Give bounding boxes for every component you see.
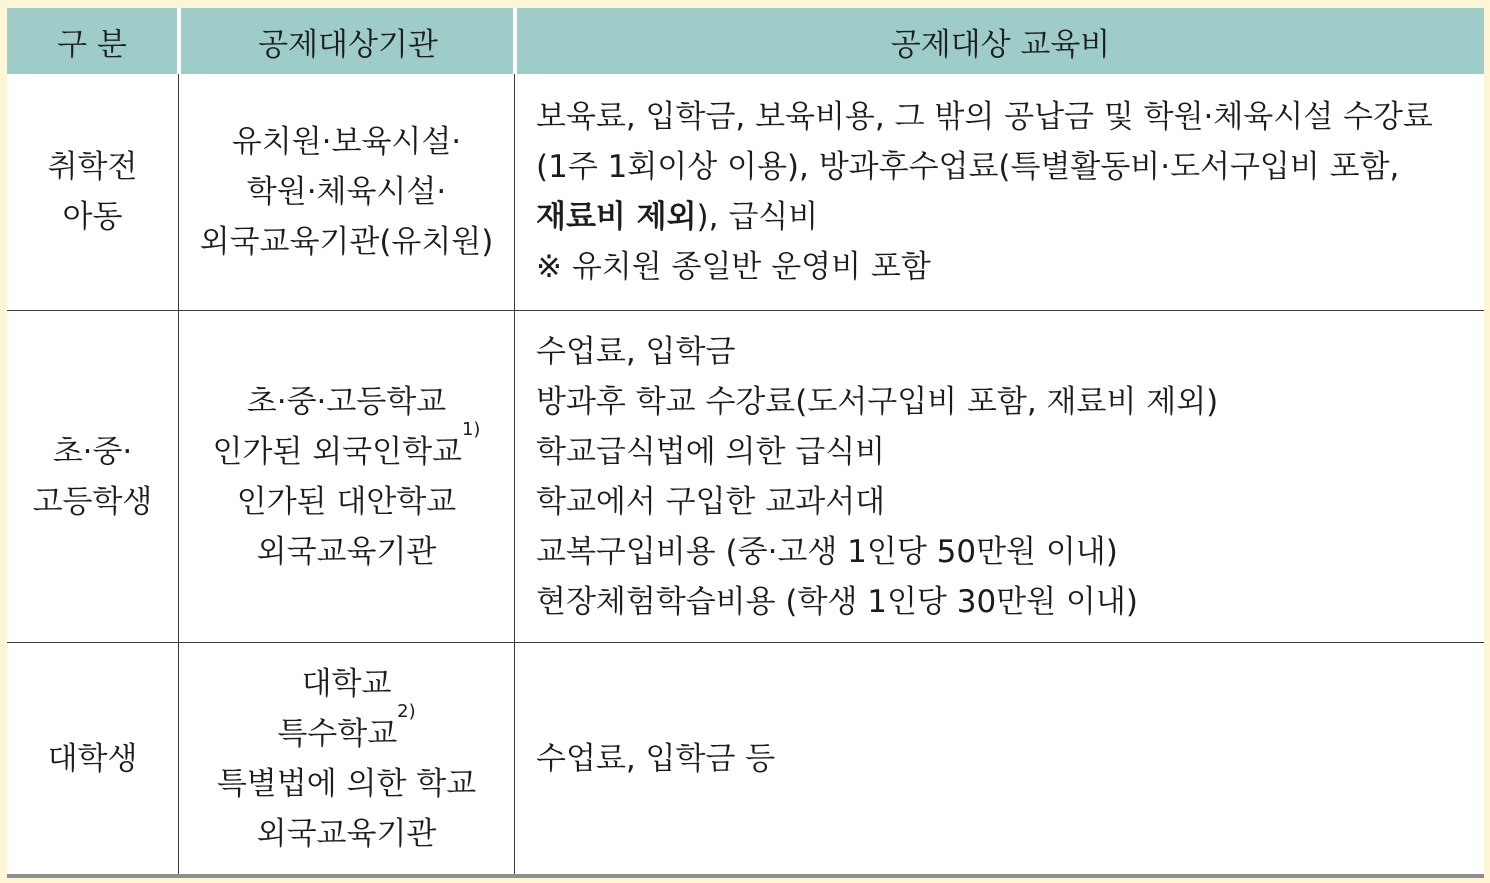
expense-text: ), 급식비 — [696, 199, 819, 235]
institution-line — [277, 700, 416, 759]
bold-text: 재료비 제외 — [536, 199, 697, 235]
institution-line: 외국교육기관 — [256, 815, 437, 852]
institution-line: 학원·체육시설· — [246, 174, 447, 210]
table-row-2-institutions — [179, 311, 514, 642]
expense-line: 방과후 학교 수강료(도서구입비 포함, 재료비 제외) — [536, 383, 1219, 420]
expense-line: 보육료, 입학금, 보육비용, 그 밖의 공납금 및 학원·체육시설 수강료 — [536, 99, 1433, 135]
table-row-2-expenses — [515, 311, 1484, 642]
footnote-marker: 1) — [461, 418, 481, 440]
table-row-3-expenses — [515, 643, 1484, 874]
table-row-1-institutions — [179, 74, 514, 310]
expense-line: (1주 1회이상 이용), 방과후수업료(특별활동비·도서구입비 포함, — [536, 149, 1400, 185]
institution-text: 특수학교 — [277, 715, 398, 752]
table-row-3-institutions — [179, 643, 514, 874]
header-expenses: 공제대상 교육비 — [890, 26, 1111, 63]
institution-line: 외국교육기관 — [256, 533, 437, 570]
institution-line: 초·중·고등학교 — [246, 383, 447, 420]
table-bottom-border — [7, 874, 1484, 878]
institution-text: 인가된 외국인학교 — [212, 433, 462, 470]
institution-line: 대학교 — [301, 665, 392, 702]
institution-line — [212, 418, 481, 477]
institution-line: 인가된 대안학교 — [236, 483, 457, 520]
table-row-3-category — [7, 643, 178, 874]
category-line: 아동 — [62, 199, 123, 235]
header-category: 구 분 — [57, 26, 127, 63]
institution-line: 유치원·보육시설· — [231, 124, 462, 160]
expense-line — [536, 192, 818, 242]
table-row-2-category — [7, 311, 178, 642]
header-institutions: 공제대상기관 — [258, 26, 438, 63]
category-line: 초·중· — [52, 433, 133, 470]
category-line: 고등학생 — [32, 483, 153, 520]
table-row-1-expenses — [515, 74, 1484, 310]
expense-line: 수업료, 입학금 등 — [536, 740, 776, 777]
footnote-marker: 2) — [397, 700, 416, 722]
education-expense-table — [7, 8, 1484, 876]
expense-line: 현장체험학습비용 (학생 1인당 30만원 이내) — [536, 583, 1138, 620]
expense-line: 수업료, 입학금 — [536, 333, 736, 370]
institution-line: 특별법에 의한 학교 — [216, 765, 477, 802]
expense-line: 교복구입비용 (중·고생 1인당 50만원 이내) — [536, 533, 1118, 570]
expense-line: 학교급식법에 의한 급식비 — [536, 433, 886, 470]
institution-line: 외국교육기관(유치원) — [199, 224, 494, 260]
category-line: 대학생 — [47, 740, 138, 777]
table-row-1-category — [7, 74, 178, 310]
expense-line: 학교에서 구입한 교과서대 — [536, 483, 886, 520]
category-line: 취학전 — [47, 149, 138, 185]
expense-note: ※ 유치원 종일반 운영비 포함 — [536, 249, 931, 285]
